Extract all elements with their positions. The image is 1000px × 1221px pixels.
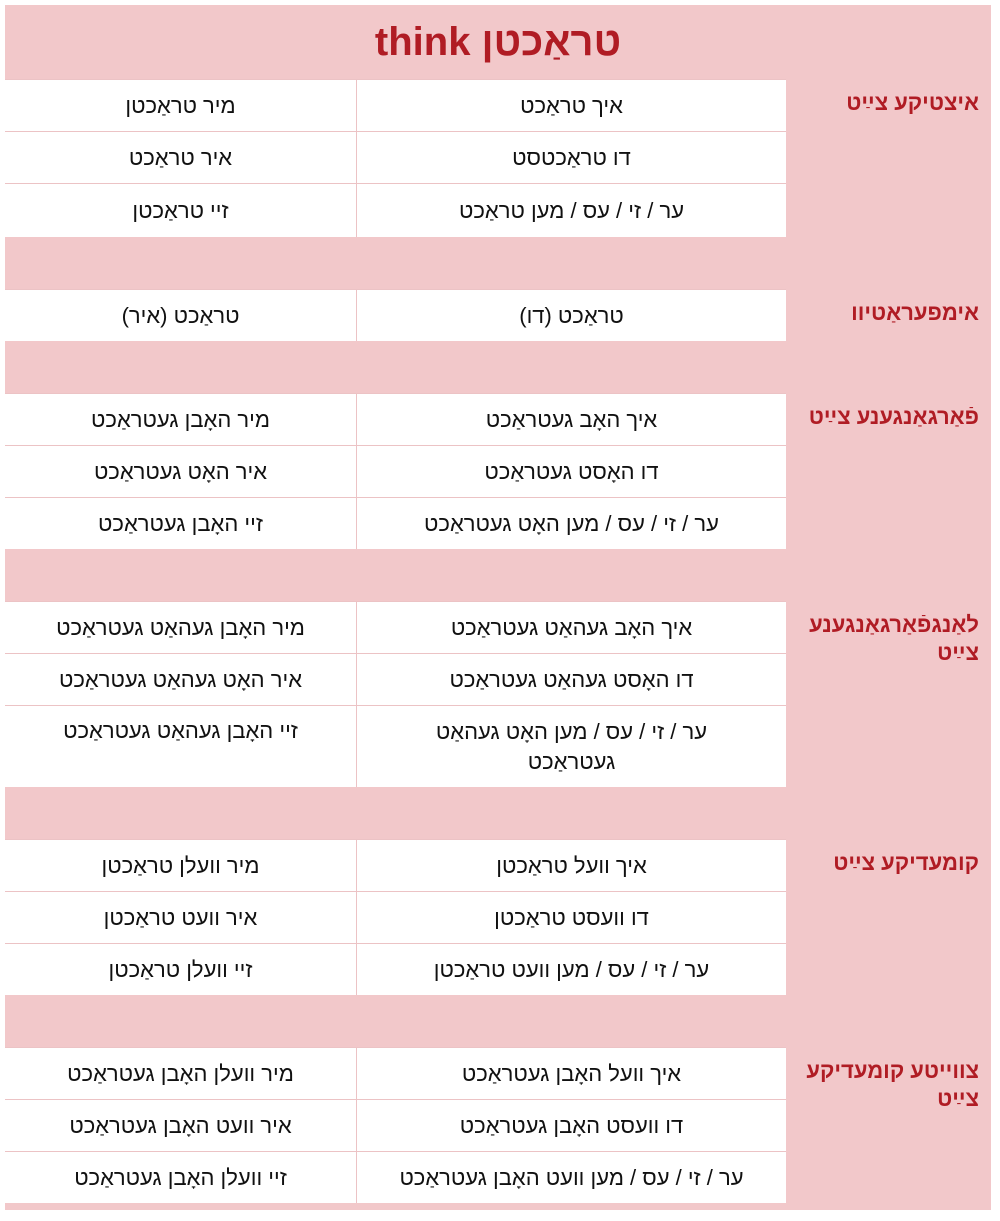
table-cell: מיר האָבן געטראַכט <box>5 393 356 445</box>
table-cell: מיר וועלן טראַכטן <box>5 839 356 891</box>
table-cell: זיי האָבן געהאַט געטראַכט <box>5 705 356 787</box>
table-cell: דו וועסט טראַכטן <box>356 891 786 943</box>
section-label: צווייטע קומעדיקע צײַט <box>806 1058 979 1111</box>
table-cell: ער / זי / עס / מען וועט טראַכטן <box>356 943 786 995</box>
table-cell: איר האָט געהאַט געטראַכט <box>5 653 356 705</box>
table-cell: זיי טראַכטן <box>5 183 356 237</box>
conjugation-table <box>5 5 991 1210</box>
table-cell: מיר האָבן געהאַט געטראַכט <box>5 601 356 653</box>
section-label: איצטיקע צײַט <box>846 90 979 115</box>
table-cell: זיי האָבן געטראַכט <box>5 497 356 549</box>
table-cell: איך האָב געהאַט געטראַכט <box>356 601 786 653</box>
section-label: פֿאַרגאַנגענע צײַט <box>808 404 979 429</box>
table-cell: דו טראַכטסט <box>356 131 786 183</box>
table-cell: זיי וועלן האָבן געטראַכט <box>5 1151 356 1203</box>
table-cell: איר האָט געטראַכט <box>5 445 356 497</box>
section-label: קומעדיקע צײַט <box>833 850 979 875</box>
table-cell: ער / זי / עס / מען טראַכט <box>356 183 786 237</box>
table-cell: דו וועסט האָבן געטראַכט <box>356 1099 786 1151</box>
table-cell: איר וועט האָבן געטראַכט <box>5 1099 356 1151</box>
table-cell: איך וועל טראַכטן <box>356 839 786 891</box>
table-cell: איר וועט טראַכטן <box>5 891 356 943</box>
table-cell: מיר וועלן האָבן געטראַכט <box>5 1047 356 1099</box>
section-label: אימפעראַטיוו <box>851 300 979 325</box>
table-cell: ער / זי / עס / מען האָט געהאַט געטראַכט <box>356 705 786 787</box>
section-label: לאַנגפֿאַרגאַנגענע צײַט <box>809 612 979 665</box>
table-cell: טראַכט (איר) <box>5 289 356 341</box>
table-cell: דו האָסט געהאַט געטראַכט <box>356 653 786 705</box>
table-cell: איך האָב געטראַכט <box>356 393 786 445</box>
table-cell: טראַכט (דו) <box>356 289 786 341</box>
table-cell: איר טראַכט <box>5 131 356 183</box>
table-cell: זיי וועלן טראַכטן <box>5 943 356 995</box>
table-cell: ער / זי / עס / מען וועט האָבן געטראַכט <box>356 1151 786 1203</box>
table-cell: דו האָסט געטראַכט <box>356 445 786 497</box>
table-cell: ער / זי / עס / מען האָט געטראַכט <box>356 497 786 549</box>
table-cell: מיר טראַכטן <box>5 79 356 131</box>
table-cell: איך טראַכט <box>356 79 786 131</box>
table-cell: איך וועל האָבן געטראַכט <box>356 1047 786 1099</box>
table-title: טראַכטן think <box>374 19 622 64</box>
